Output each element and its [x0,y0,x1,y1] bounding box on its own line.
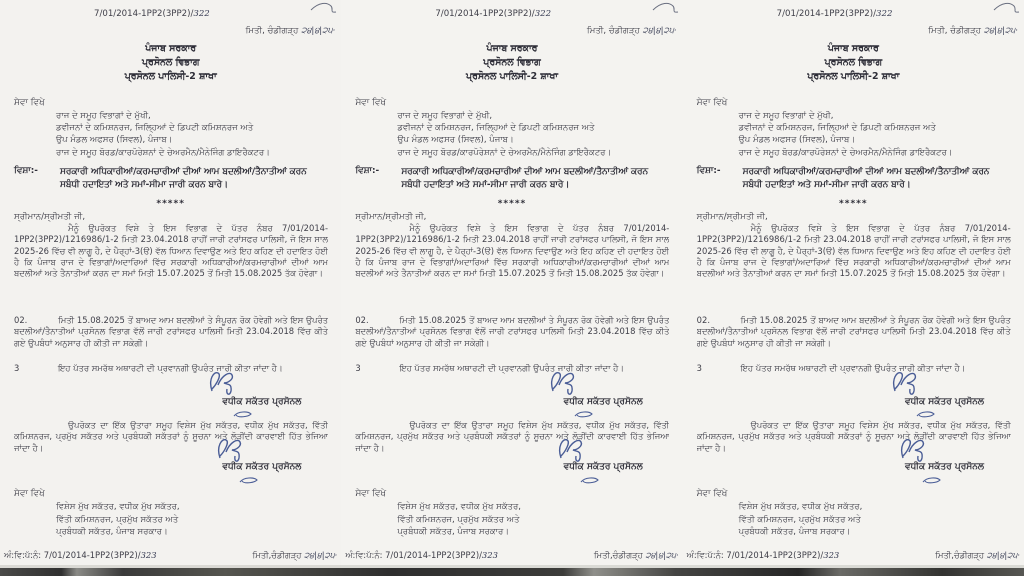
addressee-line: ਵਿਸ਼ੇਸ ਮੁੱਖ ਸਕੱਤਰ, ਵਧੀਕ ਮੁੱਖ ਸਕੱਤਰ, [738,502,863,512]
addressee-line: ਵਿੱਤੀ ਕਮਿਸ਼ਨਰਜ, ਪ੍ਰਮੁੱਖ ਸਕੱਤਰ ਅਤੇ [56,514,179,525]
government-name: ਪੰਜਾਬ ਸਰਕਾਰ [145,43,197,54]
paragraph-text: ਮਿਤੀ 15.08.2025 ਤੋਂ ਬਾਅਦ ਆਮ ਬਦਲੀਆਂ ਤੇ ਸੰਪੂਰਨ ਰੋਕ ਹੋਵੇਗੀ ਅਤੇ ਇਸ ਉਪਰੰਤ ਬਦਲੀਆਂ/ਤੈਨਾਤੀਆਂ ਪ੍ਰਸੋਨਲ ਵਿਭਾਗ ਵੱਲੋਂ ਜਾਰੀ ਟਰਾਂਸਫਰ ਪਾਲਿਸੀ ਮਿਤੀ 23.04.2018 ਵਿੱਚ ਕੀਤੇ ਗਏ ਉਪਬੰਧਾਂ ਅਨੁਸਾਰ ਹੀ ਕੀਤੀ ਜਾ ਸਕੇਗੀ। [696,315,1011,348]
body-paragraph-1: ਮੈਨੂੰ ਉਪਰੋਕਤ ਵਿਸ਼ੇ ਤੇ ਇਸ ਵਿਭਾਗ ਦੇ ਪੱਤਰ ਨੰਬਰ 7/01/2014-1PP2(3PP2)/1216986/1-2 ਮਿਤੀ 23.04.2018 ਰਾਹੀਂ ਜਾਰੀ ਟਰਾਂਸਫਰ ਪਾਲਿਸੀ, ਜੋ ਇਸ ਸਾਲ 2025-26 ਵਿੱਚ ਵੀ ਲਾਗੂ ਹੈ, ਦੇ ਪੈਰ੍ਹਾਂ-3(ੳ) ਵੱਲ ਧਿਆਨ ਦਿਵਾਉਣ ਅਤੇ ਇਹ ਕਹਿਣ ਦੀ ਹਦਾਇਤ ਹੋਈ ਹੈ ਕਿ ਪੰਜਾਬ ਰਾਜ ਦੇ ਵਿਭਾਗਾਂ/ਅਦਾਰਿਆਂ ਵਿੱਚ ਸਰਕਾਰੀ ਅਧਿਕਾਰੀਆਂ/ਕਰਮਚਾਰੀਆਂ ਦੀਆਂ ਆਮ ਬਦਲੀਆਂ ਅਤੇ ਤੈਨਾਤੀਆਂ ਕਰਨ ਦਾ ਸਮਾਂ ਮਿਤੀ 15.07.2025 ਤੋਂ ਮਿਤੀ 15.08.2025 ਤੱਕ ਹੋਵੇਗਾ। [696,223,1011,279]
department-name: ਪ੍ਰਸੋਨਲ ਵਿਭਾਗ [141,57,200,68]
endorsement-label: ਅੰ:ਵਿ:ਪੱ:ਨੰ: [345,550,383,560]
addressee-line: ਪ੍ਰਬੰਧਕੀ ਸਕੱਤਰ, ਪੰਜਾਬ ਸਰਕਾਰ। [56,527,168,537]
endorsement-ref-number: 7/01/2014-1PP2(3PP2)/ [385,550,482,560]
addressee-line: ਡਵੀਜਨਾਂ ਦੇ ਕਮਿਸ਼ਨਰਜ, ਜਿਲ੍ਹਿਆਂ ਦੇ ਡਿਪਟੀ ਕਮਿਸ਼ਨਰਜ ਅਤੇ [397,123,595,134]
addressee-line: ਰਾਜ ਦੇ ਸਮੂਹ ਬੋਰਡ/ਕਾਰਪੋਰੇਸ਼ਨਾਂ ਦੇ ਚੇਅਰਮੈਨ/ਮੈਨੇਜਿੰਗ ਡਾਇਰੈਕਟਰ। [56,147,270,158]
addressee-block [397,110,675,159]
addressee-line: ਪ੍ਰਬੰਧਕੀ ਸਕੱਤਰ, ਪੰਜਾਬ ਸਰਕਾਰ। [397,527,509,537]
endorsement-reference [4,550,157,561]
paragraph-number: 3 [14,363,20,373]
signature-icon [539,369,591,397]
subject-label: ਵਿਸ਼ਾ:- [14,166,38,176]
cc-paragraph: ਉਪਰੋਕਤ ਦਾ ਇੱਕ ਉਤਾਰਾ ਸਮੂਹ ਵਿਸ਼ੇਸ ਮੁੱਖ ਸਕੱਤਰ, ਵਧੀਕ ਮੁੱਖ ਸਕੱਤਰ, ਵਿੱਤੀ ਕਮਿਸ਼ਨਰਜ, ਪ੍ਰਮੁੱਖ ਸਕੱਤਰ ਅਤੇ ਪ੍ਰਬੰਧਕੀ ਸਕੱਤਰਾਂ ਨੂੰ ਸੂਚਨਾ ਅਤੇ ਲੋੜੀਂਦੀ ਕਾਰਵਾਈ ਹਿੱਤ ਭੇਜਿਆ ਜਾਂਦਾ ਹੈ। [355,420,670,453]
date-handwritten: ੨੪|੪|੨੫· [301,26,336,36]
paragraph-text: ਇਹ ਪੱਤਰ ਸਮਰੱਥ ਅਥਾਰਟੀ ਦੀ ਪ੍ਰਵਾਨਗੀ ਉਪਰੰਤ ਜਾਰੀ ਕੀਤਾ ਜਾਂਦਾ ਹੈ। [58,363,283,373]
body-paragraph-2 [14,315,328,361]
footer-date-handwritten: ੨੪|੪|੨੫· [645,550,679,560]
letterhead [341,42,682,84]
date-line [928,26,1018,36]
reference-number-line [94,9,210,19]
signatory-title: ਵਧੀਕ ਸਕੱਤਰ ਪ੍ਰਸੋਨਲ [563,462,643,472]
footer-date-label: ਮਿਤੀ,ਚੰਡੀਗੜ੍ਹ [593,550,643,560]
pen-scribble-icon [232,410,254,419]
endorsement-addressee-block [397,501,675,539]
separator-stars: ***** [156,199,185,209]
to-label-endorsement: ਸੇਵਾ ਵਿਖੇ [355,489,386,499]
endorsement-number-handwritten: 323 [823,550,840,560]
subject-text: ਸਰਕਾਰੀ ਅਧਿਕਾਰੀਆਂ/ਕਰਮਚਾਰੀਆਂ ਦੀਆਂ ਆਮ ਬਦਲੀਆਂ/ਤੈਨਾਤੀਆਂ ਕਰਨ ਸਬੰਧੀ ਹਦਾਇਤਾਂ ਅਤੇ ਸਮਾਂ-ਸੀਮਾ ਜਾਰੀ ਕਰਨ ਬਾਰੇ। [60,167,307,190]
pen-scribble-icon [915,410,937,419]
signature-icon [889,436,941,464]
footer-date-label: ਮਿਤੀ,ਚੰਡੀਗੜ੍ਹ [252,550,302,560]
pen-scribble-icon [579,476,601,485]
to-label: ਸੇਵਾ ਵਿਖੇ [14,98,45,108]
addressee-line: ਰਾਜ ਦੇ ਸਮੂਹ ਵਿਭਾਗਾਂ ਦੇ ਮੁੱਖੀ, [397,111,493,121]
salutation: ਸ੍ਰੀਮਾਨ/ਸ੍ਰੀਮਤੀ ਜੀ, [355,212,427,222]
endorsement-ref-number: 7/01/2014-1PP2(3PP2)/ [726,550,824,560]
body-paragraph-1: ਮੈਨੂੰ ਉਪਰੋਕਤ ਵਿਸ਼ੇ ਤੇ ਇਸ ਵਿਭਾਗ ਦੇ ਪੱਤਰ ਨੰਬਰ 7/01/2014-1PP2(3PP2)/1216986/1-2 ਮਿਤੀ 23.04.2018 ਰਾਹੀਂ ਜਾਰੀ ਟਰਾਂਸਫਰ ਪਾਲਿਸੀ, ਜੋ ਇਸ ਸਾਲ 2025-26 ਵਿੱਚ ਵੀ ਲਾਗੂ ਹੈ, ਦੇ ਪੈਰ੍ਹਾਂ-3(ੳ) ਵੱਲ ਧਿਆਨ ਦਿਵਾਉਣ ਅਤੇ ਇਹ ਕਹਿਣ ਦੀ ਹਦਾਇਤ ਹੋਈ ਹੈ ਕਿ ਪੰਜਾਬ ਰਾਜ ਦੇ ਵਿਭਾਗਾਂ/ਅਦਾਰਿਆਂ ਵਿੱਚ ਸਰਕਾਰੀ ਅਧਿਕਾਰੀਆਂ/ਕਰਮਚਾਰੀਆਂ ਦੀਆਂ ਆਮ ਬਦਲੀਆਂ ਅਤੇ ਤੈਨਾਤੀਆਂ ਕਰਨ ਦਾ ਸਮਾਂ ਮਿਤੀ 15.07.2025 ਤੋਂ ਮਿਤੀ 15.08.2025 ਤੱਕ ਹੋਵੇਗਾ। [14,223,328,279]
pen-scribble-icon [921,476,943,485]
signatory-title: ਵਧੀਕ ਸਕੱਤਰ ਪ੍ਰਸੋਨਲ [222,462,302,472]
body-paragraph-3 [697,363,1011,376]
footer-date-label: ਮਿਤੀ,ਚੰਡੀਗੜ੍ਹ [935,550,984,560]
letterhead [683,42,1024,84]
cc-paragraph: ਉਪਰੋਕਤ ਦਾ ਇੱਕ ਉਤਾਰਾ ਸਮੂਹ ਵਿਸ਼ੇਸ ਮੁੱਖ ਸਕੱਤਰ, ਵਧੀਕ ਮੁੱਖ ਸਕੱਤਰ, ਵਿੱਤੀ ਕਮਿਸ਼ਨਰਜ, ਪ੍ਰਮੁੱਖ ਸਕੱਤਰ ਅਤੇ ਪ੍ਰਬੰਧਕੀ ਸਕੱਤਰਾਂ ਨੂੰ ਸੂਚਨਾ ਅਤੇ ਲੋੜੀਂਦੀ ਕਾਰਵਾਈ ਹਿੱਤ ਭੇਜਿਆ ਜਾਂਦਾ ਹੈ। [696,420,1011,453]
footer-date-handwritten: ੨੪|੪|੨੫· [304,550,338,560]
to-label-endorsement: ਸੇਵਾ ਵਿਖੇ [14,489,45,499]
signatory-title: ਵਧੀਕ ਸਕੱਤਰ ਪ੍ਰਸੋਨਲ [905,397,984,407]
body-paragraph-2 [355,315,669,361]
date-handwritten: ੨੪|੪|੨੫· [983,26,1018,36]
paragraph-number: 02. [355,315,369,325]
desk-edge [0,568,1024,576]
addressee-line: ਰਾਜ ਦੇ ਸਮੂਹ ਵਿਭਾਗਾਂ ਦੇ ਮੁੱਖੀ, [56,111,151,121]
endorsement-footer [687,550,1020,561]
government-name: ਪੰਜਾਬ ਸਰਕਾਰ [827,43,879,54]
signatory-title: ਵਧੀਕ ਸਕੱਤਰ ਪ੍ਰਸੋਨਲ [563,397,643,407]
endorsement-addressee-block [56,501,334,539]
body-paragraph-3 [355,363,669,376]
endorsement-label: ਅੰ:ਵਿ:ਪੱ:ਨੰ: [4,550,42,560]
document-copy [683,0,1024,576]
paragraph-text: ਇਹ ਪੱਤਰ ਸਮਰੱਥ ਅਥਾਰਟੀ ਦੀ ਪ੍ਰਵਾਨਗੀ ਉਪਰੰਤ ਜਾਰੀ ਕੀਤਾ ਜਾਂਦਾ ਹੈ। [740,363,966,373]
body-paragraph-3 [14,363,328,376]
reference-number-handwritten: 322 [193,9,210,19]
date-line [587,26,677,36]
reference-number-handwritten: 322 [876,9,893,19]
government-name: ਪੰਜਾਬ ਸਰਕਾਰ [486,43,538,54]
endorsement-footer [345,550,678,561]
endorsement-date [253,550,338,561]
reference-number: 7/01/2014-1PP2(3PP2)/ [776,9,877,19]
body-paragraph-2 [697,315,1011,361]
addressee-line: ਉਪ ਮੰਡਲ ਅਫਸਰ (ਸਿਵਲ), ਪੰਜਾਬ। [397,135,514,146]
addressee-line: ਪ੍ਰਬੰਧਕੀ ਸਕੱਤਰ, ਪੰਜਾਬ ਸਰਕਾਰ। [738,527,851,537]
endorsement-label: ਅੰ:ਵਿ:ਪੱ:ਨੰ: [686,550,724,560]
reference-number: 7/01/2014-1PP2(3PP2)/ [94,9,194,19]
paragraph-number: 02. [14,315,28,325]
pen-scribble-icon [238,476,260,485]
signature-icon [881,369,933,397]
salutation: ਸ੍ਰੀਮਾਨ/ਸ੍ਰੀਮਤੀ ਜੀ, [14,212,86,222]
reference-number: 7/01/2014-1PP2(3PP2)/ [435,9,535,19]
paragraph-number: 3 [696,363,702,373]
pen-mark-icon [309,0,339,16]
branch-name: ਪ੍ਰਸੋਨਲ ਪਾਲਿਸੀ-2 ਸ਼ਾਖਾ [807,71,900,82]
endorsement-addressee-block [739,501,1017,539]
reference-number-line [435,9,551,19]
reference-number-handwritten: 322 [534,9,552,19]
signatory-title: ਵਧੀਕ ਸਕੱਤਰ ਪ੍ਰਸੋਨਲ [222,397,302,407]
paragraph-text: ਇਹ ਪੱਤਰ ਸਮਰੱਥ ਅਥਾਰਟੀ ਦੀ ਪ੍ਰਵਾਨਗੀ ਉਪਰੰਤ ਜਾਰੀ ਕੀਤਾ ਜਾਂਦਾ ਹੈ। [399,363,624,373]
pen-mark-icon [651,0,681,16]
paragraph-number: 3 [355,363,361,373]
endorsement-date [935,550,1020,561]
subject-text: ਸਰਕਾਰੀ ਅਧਿਕਾਰੀਆਂ/ਕਰਮਚਾਰੀਆਂ ਦੀਆਂ ਆਮ ਬਦਲੀਆਂ/ਤੈਨਾਤੀਆਂ ਕਰਨ ਸਬੰਧੀ ਹਦਾਇਤਾਂ ਅਤੇ ਸਮਾਂ-ਸੀਮਾ ਜਾਰੀ ਕਰਨ ਬਾਰੇ। [742,167,990,190]
date-label: ਮਿਤੀ, ਚੰਡੀਗੜ੍ਹ [245,26,299,36]
department-name: ਪ੍ਰਸੋਨਲ ਵਿਭਾਗ [824,57,883,68]
endorsement-reference [687,550,840,561]
addressee-block [739,110,1017,159]
to-label: ਸੇਵਾ ਵਿਖੇ [355,98,386,108]
to-label-endorsement: ਸੇਵਾ ਵਿਖੇ [696,489,728,499]
date-label: ਮਿਤੀ, ਚੰਡੀਗੜ੍ਹ [928,26,982,36]
endorsement-number-handwritten: 323 [140,550,157,560]
paragraph-text: ਮਿਤੀ 15.08.2025 ਤੋਂ ਬਾਅਦ ਆਮ ਬਦਲੀਆਂ ਤੇ ਸੰਪੂਰਨ ਰੋਕ ਹੋਵੇਗੀ ਅਤੇ ਇਸ ਉਪਰੰਤ ਬਦਲੀਆਂ/ਤੈਨਾਤੀਆਂ ਪ੍ਰਸੋਨਲ ਵਿਭਾਗ ਵੱਲੋਂ ਜਾਰੀ ਟਰਾਂਸਫਰ ਪਾਲਿਸੀ ਮਿਤੀ 23.04.2018 ਵਿੱਚ ਕੀਤੇ ਗਏ ਉਪਬੰਧਾਂ ਅਨੁਸਾਰ ਹੀ ਕੀਤੀ ਜਾ ਸਕੇਗੀ। [14,315,328,348]
pen-mark-icon [992,0,1022,16]
addressee-line: ਰਾਜ ਦੇ ਸਮੂਹ ਬੋਰਡ/ਕਾਰਪੋਰੇਸ਼ਨਾਂ ਦੇ ਚੇਅਰਮੈਨ/ਮੈਨੇਜਿੰਗ ਡਾਇਰੈਕਟਰ। [397,147,612,158]
signatory-title: ਵਧੀਕ ਸਕੱਤਰ ਪ੍ਰਸੋਨਲ [905,462,984,472]
branch-name: ਪ੍ਰਸੋਨਲ ਪਾਲਿਸੀ-2 ਸ਼ਾਖਾ [466,71,558,82]
paragraph-text: ਮਿਤੀ 15.08.2025 ਤੋਂ ਬਾਅਦ ਆਮ ਬਦਲੀਆਂ ਤੇ ਸੰਪੂਰਨ ਰੋਕ ਹੋਵੇਗੀ ਅਤੇ ਇਸ ਉਪਰੰਤ ਬਦਲੀਆਂ/ਤੈਨਾਤੀਆਂ ਪ੍ਰਸੋਨਲ ਵਿਭਾਗ ਵੱਲੋਂ ਜਾਰੀ ਟਰਾਂਸਫਰ ਪਾਲਿਸੀ ਮਿਤੀ 23.04.2018 ਵਿੱਚ ਕੀਤੇ ਗਏ ਉਪਬੰਧਾਂ ਅਨੁਸਾਰ ਹੀ ਕੀਤੀ ਜਾ ਸਕੇਗੀ। [355,315,670,348]
addressee-line: ਉਪ ਮੰਡਲ ਅਫਸਰ (ਸਿਵਲ), ਪੰਜਾਬ। [738,135,856,146]
date-label: ਮਿਤੀ, ਚੰਡੀਗੜ੍ਹ [586,26,640,36]
subject-label: ਵਿਸ਼ਾ:- [355,166,380,176]
document-copy [0,0,341,576]
signature-icon [547,436,599,464]
endorsement-reference [345,550,498,561]
pen-scribble-icon [573,410,595,419]
reference-number-line [777,9,893,19]
addressee-line: ਰਾਜ ਦੇ ਸਮੂਹ ਵਿਭਾਗਾਂ ਦੇ ਮੁੱਖੀ, [738,111,834,121]
addressee-line: ਵਿਸ਼ੇਸ ਮੁੱਖ ਸਕੱਤਰ, ਵਧੀਕ ਮੁੱਖ ਸਕੱਤਰ, [56,502,180,512]
branch-name: ਪ੍ਰਸੋਨਲ ਪਾਲਿਸੀ-2 ਸ਼ਾਖਾ [124,71,217,82]
to-label: ਸੇਵਾ ਵਿਖੇ [696,98,728,108]
letterhead [0,42,341,84]
paragraph-number: 02. [696,315,710,325]
addressee-block [56,110,334,159]
signature-icon [206,436,258,464]
salutation: ਸ੍ਰੀਮਾਨ/ਸ੍ਰੀਮਤੀ ਜੀ, [696,212,768,222]
separator-stars: ***** [839,199,868,209]
addressee-line: ਡਵੀਜਨਾਂ ਦੇ ਕਮਿਸ਼ਨਰਜ, ਜਿਲ੍ਹਿਆਂ ਦੇ ਡਿਪਟੀ ਕਮਿਸ਼ਨਰਜ ਅਤੇ [56,123,254,134]
department-name: ਪ੍ਰਸੋਨਲ ਵਿਭਾਗ [483,57,541,68]
date-handwritten: ੨੪|੪|੨੫· [642,26,677,36]
endorsement-date [594,550,679,561]
addressee-line: ਵਿੱਤੀ ਕਮਿਸ਼ਨਰਜ, ਪ੍ਰਮੁੱਖ ਸਕੱਤਰ ਅਤੇ [397,514,520,525]
endorsement-number-handwritten: 323 [481,550,498,560]
signature-icon [198,369,250,397]
endorsement-ref-number: 7/01/2014-1PP2(3PP2)/ [43,550,141,560]
subject-text: ਸਰਕਾਰੀ ਅਧਿਕਾਰੀਆਂ/ਕਰਮਚਾਰੀਆਂ ਦੀਆਂ ਆਮ ਬਦਲੀਆਂ/ਤੈਨਾਤੀਆਂ ਕਰਨ ਸਬੰਧੀ ਹਦਾਇਤਾਂ ਅਤੇ ਸਮਾਂ-ਸੀਮਾ ਜਾਰੀ ਕਰਨ ਬਾਰੇ। [401,167,648,190]
addressee-line: ਰਾਜ ਦੇ ਸਮੂਹ ਬੋਰਡ/ਕਾਰਪੋਰੇਸ਼ਨਾਂ ਦੇ ਚੇਅਰਮੈਨ/ਮੈਨੇਜਿੰਗ ਡਾਇਰੈਕਟਰ। [738,147,953,158]
addressee-line: ਉਪ ਮੰਡਲ ਅਫਸਰ (ਸਿਵਲ), ਪੰਜਾਬ। [56,135,173,146]
document-copy [341,0,682,576]
endorsement-footer [4,550,337,561]
addressee-line: ਵਿਸ਼ੇਸ ਮੁੱਖ ਸਕੱਤਰ, ਵਧੀਕ ਮੁੱਖ ਸਕੱਤਰ, [397,502,521,512]
separator-stars: ***** [497,199,527,209]
addressee-line: ਵਿੱਤੀ ਕਮਿਸ਼ਨਰਜ, ਪ੍ਰਮੁੱਖ ਸਕੱਤਰ ਅਤੇ [738,514,861,525]
footer-date-handwritten: ੨੪|੪|੨੫· [986,550,1020,560]
subject-label: ਵਿਸ਼ਾ:- [696,166,721,176]
date-line [246,26,336,36]
body-paragraph-1: ਮੈਨੂੰ ਉਪਰੋਕਤ ਵਿਸ਼ੇ ਤੇ ਇਸ ਵਿਭਾਗ ਦੇ ਪੱਤਰ ਨੰਬਰ 7/01/2014-1PP2(3PP2)/1216986/1-2 ਮਿਤੀ 23.04.2018 ਰਾਹੀਂ ਜਾਰੀ ਟਰਾਂਸਫਰ ਪਾਲਿਸੀ, ਜੋ ਇਸ ਸਾਲ 2025-26 ਵਿੱਚ ਵੀ ਲਾਗੂ ਹੈ, ਦੇ ਪੈਰ੍ਹਾਂ-3(ੳ) ਵੱਲ ਧਿਆਨ ਦਿਵਾਉਣ ਅਤੇ ਇਹ ਕਹਿਣ ਦੀ ਹਦਾਇਤ ਹੋਈ ਹੈ ਕਿ ਪੰਜਾਬ ਰਾਜ ਦੇ ਵਿਭਾਗਾਂ/ਅਦਾਰਿਆਂ ਵਿੱਚ ਸਰਕਾਰੀ ਅਧਿਕਾਰੀਆਂ/ਕਰਮਚਾਰੀਆਂ ਦੀਆਂ ਆਮ ਬਦਲੀਆਂ ਅਤੇ ਤੈਨਾਤੀਆਂ ਕਰਨ ਦਾ ਸਮਾਂ ਮਿਤੀ 15.07.2025 ਤੋਂ ਮਿਤੀ 15.08.2025 ਤੱਕ ਹੋਵੇਗਾ। [355,223,670,279]
cc-paragraph: ਉਪਰੋਕਤ ਦਾ ਇੱਕ ਉਤਾਰਾ ਸਮੂਹ ਵਿਸ਼ੇਸ ਮੁੱਖ ਸਕੱਤਰ, ਵਧੀਕ ਮੁੱਖ ਸਕੱਤਰ, ਵਿੱਤੀ ਕਮਿਸ਼ਨਰਜ, ਪ੍ਰਮੁੱਖ ਸਕੱਤਰ ਅਤੇ ਪ੍ਰਬੰਧਕੀ ਸਕੱਤਰਾਂ ਨੂੰ ਸੂਚਨਾ ਅਤੇ ਲੋੜੀਂਦੀ ਕਾਰਵਾਈ ਹਿੱਤ ਭੇਜਿਆ ਜਾਂਦਾ ਹੈ। [14,420,328,453]
addressee-line: ਡਵੀਜਨਾਂ ਦੇ ਕਮਿਸ਼ਨਰਜ, ਜਿਲ੍ਹਿਆਂ ਦੇ ਡਿਪਟੀ ਕਮਿਸ਼ਨਰਜ ਅਤੇ [738,123,936,134]
